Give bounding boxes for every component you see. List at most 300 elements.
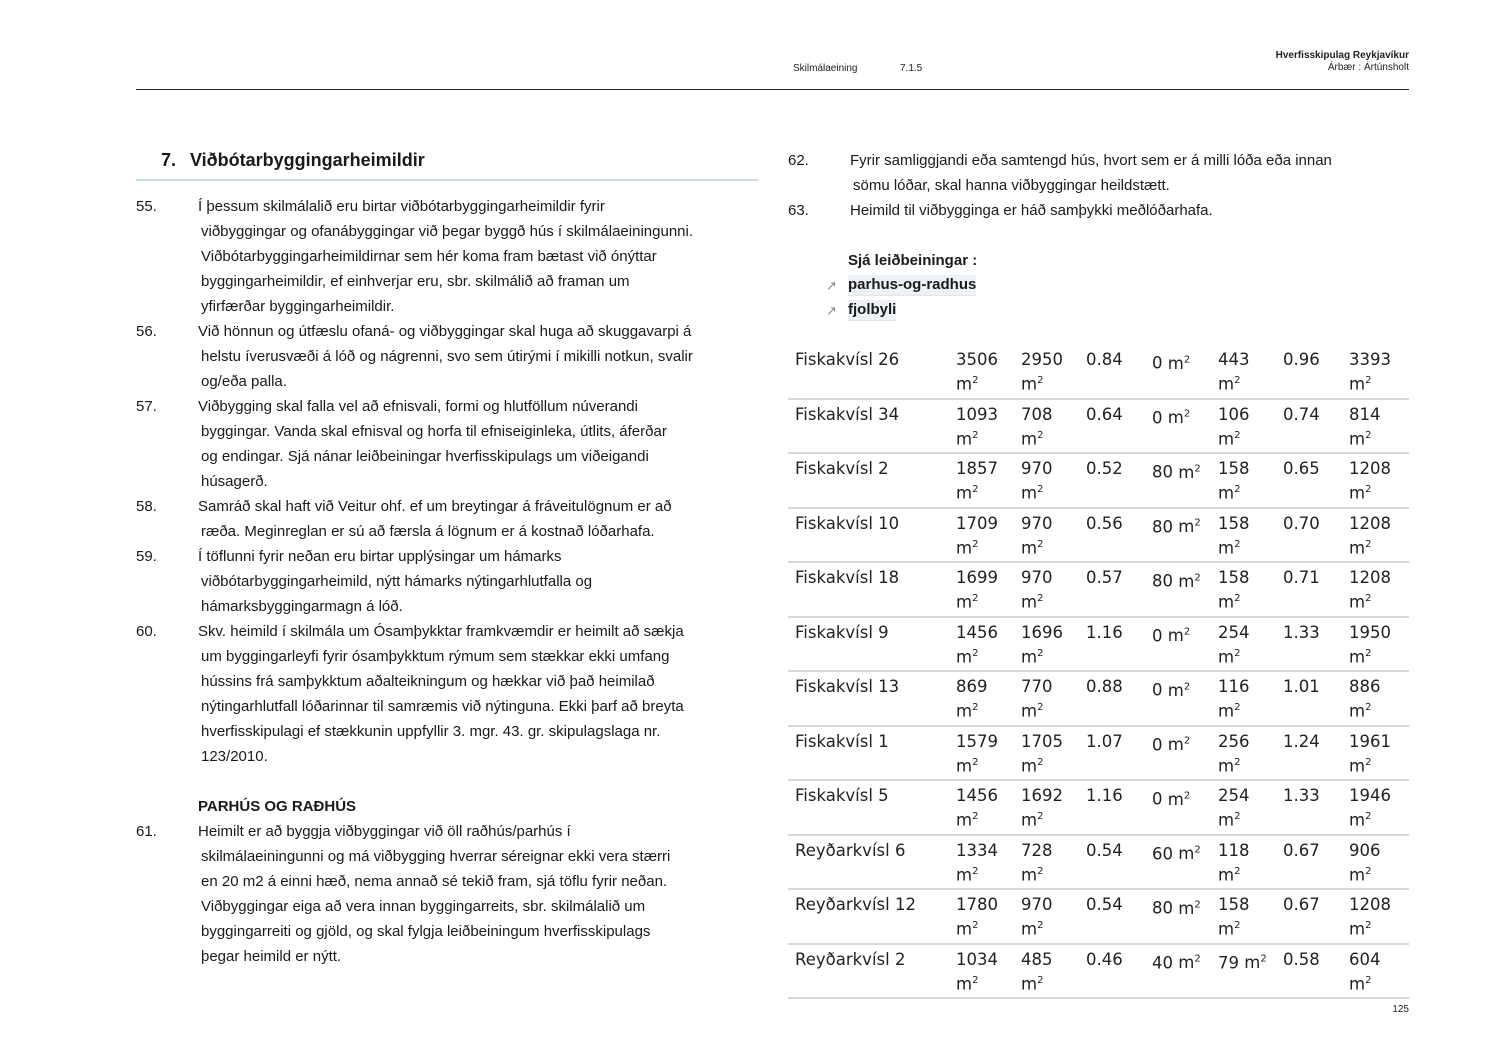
- unit-exponent: 2: [1365, 538, 1372, 550]
- cell-value: 0: [1152, 789, 1163, 809]
- cell-value: 1780: [956, 895, 998, 914]
- table-row: [788, 780, 1409, 835]
- see-also-label: Sjá leiðbeiningar :: [848, 252, 978, 269]
- unit-base: m: [1021, 865, 1038, 884]
- cell-value: 80: [1152, 517, 1173, 536]
- arrow-up-right-icon: ↗: [826, 278, 837, 293]
- paragraph-list: [136, 194, 758, 769]
- unit-base: m: [956, 701, 973, 721]
- numbered-paragraph: [136, 544, 758, 619]
- unit-label: [1349, 752, 1409, 777]
- unit-base: m: [1218, 756, 1235, 775]
- cell-value: 485: [1021, 949, 1053, 969]
- paragraph-text: [198, 819, 758, 969]
- unit-exponent: 2: [1234, 647, 1241, 659]
- cell-c7: [1349, 780, 1409, 835]
- unit-label: [956, 643, 1021, 668]
- unit-label: [1349, 970, 1409, 995]
- unit-exponent: 2: [1037, 429, 1044, 441]
- unit-exponent: 2: [972, 593, 979, 604]
- cell-c2: [1021, 399, 1086, 454]
- paragraph-text: [198, 544, 758, 619]
- cell-value: 1579: [956, 731, 998, 751]
- unit-label: [1178, 899, 1200, 918]
- unit-base: m: [1021, 592, 1038, 612]
- unit-exponent: 2: [1037, 865, 1044, 877]
- unit-base: m: [1021, 756, 1038, 775]
- unit-exponent: 2: [1194, 953, 1201, 965]
- cell-c1: [956, 562, 1021, 617]
- unit-label: [956, 534, 1021, 559]
- cell-value: 814: [1349, 404, 1381, 424]
- cell-c5: [1218, 671, 1283, 726]
- unit-base: m: [1218, 483, 1235, 503]
- table-row: [788, 453, 1409, 508]
- unit-label: [1178, 572, 1200, 591]
- unit-exponent: 2: [1037, 375, 1044, 386]
- cell-value: 79: [1218, 953, 1239, 972]
- cell-value: 0.64: [1086, 404, 1123, 424]
- unit-base: m: [1349, 429, 1366, 448]
- unit-label: [1021, 479, 1086, 504]
- unit-base: m: [1349, 701, 1366, 721]
- cell-value: 40: [1152, 953, 1173, 972]
- cell-c2: [1021, 508, 1086, 563]
- cell-value: 158: [1218, 459, 1250, 478]
- unit-label: [956, 479, 1021, 504]
- numbered-paragraph: [136, 319, 758, 394]
- unit-label: [1021, 970, 1086, 995]
- unit-exponent: 2: [972, 974, 979, 986]
- see-also-link-row: [788, 273, 1409, 298]
- cell-c1: [956, 453, 1021, 508]
- unit-label: [1178, 844, 1200, 863]
- header-doc-info: [1276, 50, 1409, 74]
- unit-label: [1021, 534, 1086, 559]
- cell-value: 158: [1218, 513, 1250, 533]
- cell-c2: [1021, 726, 1086, 781]
- paragraph-number: 60.: [136, 623, 157, 640]
- paragraph-text: [198, 494, 758, 544]
- unit-label: [1349, 915, 1409, 940]
- cell-c2: [1021, 889, 1086, 944]
- unit-base: m: [1349, 538, 1366, 557]
- cell-c1: [956, 345, 1021, 399]
- cell-value: 1208: [1349, 513, 1391, 533]
- table-row: [788, 726, 1409, 781]
- paragraph-line: nýtingarhlutfall lóðarinnar til samræmis við nýtinguna. Ekki þarf að breyta: [201, 698, 684, 715]
- cell-c1: [956, 617, 1021, 672]
- cell-c5: [1218, 453, 1283, 508]
- unit-exponent: 2: [1194, 572, 1201, 583]
- paragraph-text: [850, 148, 1409, 198]
- cell-value: 1.33: [1283, 786, 1320, 805]
- cell-c3: [1086, 726, 1152, 781]
- unit-base: m: [1178, 517, 1195, 536]
- unit-exponent: 2: [1365, 811, 1372, 822]
- unit-base: m: [1021, 429, 1038, 448]
- unit-label: [1349, 370, 1409, 395]
- paragraph-line: hússins frá samþykktum aðalteikningum og hækkar við það heimilað: [201, 673, 655, 690]
- unit-exponent: 2: [1234, 702, 1241, 713]
- unit-exponent: 2: [972, 865, 979, 877]
- cell-value: 1961: [1349, 731, 1391, 751]
- unit-base: m: [1349, 756, 1366, 775]
- cell-value: 0: [1152, 408, 1163, 427]
- unit-label: [956, 806, 1021, 831]
- cell-value: 1208: [1349, 895, 1391, 914]
- header-divider: [136, 89, 1409, 90]
- cell-c6: [1283, 835, 1349, 890]
- unit-exponent: 2: [1037, 811, 1044, 822]
- unit-base: m: [1167, 789, 1184, 809]
- unit-base: m: [956, 429, 973, 448]
- unit-exponent: 2: [972, 647, 979, 659]
- unit-base: m: [1178, 844, 1195, 863]
- unit-base: m: [1218, 865, 1235, 884]
- cell-value: 1857: [956, 459, 998, 478]
- cell-value: 1034: [956, 949, 998, 969]
- unit-base: m: [1218, 374, 1235, 394]
- unit-exponent: 2: [1365, 974, 1372, 986]
- unit-label: [1218, 534, 1283, 559]
- cell-value: 1692: [1021, 786, 1063, 805]
- cell-c4: [1152, 835, 1218, 890]
- cell-value: 869: [956, 677, 988, 696]
- cell-value: 0.88: [1086, 677, 1123, 696]
- numbered-paragraph: [136, 619, 758, 769]
- cell-c6: [1283, 562, 1349, 617]
- cell-value: 886: [1349, 677, 1381, 696]
- unit-exponent: 2: [1037, 974, 1044, 986]
- unit-base: m: [1167, 353, 1184, 373]
- unit-base: m: [1218, 701, 1235, 721]
- cell-c4: [1152, 617, 1218, 672]
- unit-exponent: 2: [1183, 626, 1191, 638]
- unit-base: m: [1218, 919, 1235, 939]
- cell-value: 728: [1021, 840, 1053, 860]
- unit-label: [956, 915, 1021, 940]
- unit-exponent: 2: [972, 375, 979, 386]
- cell-value: 708: [1021, 404, 1053, 424]
- paragraph-line: viðbyggingar og ofanábyggingar við þegar byggð hús í skilmálaeiningunni.: [201, 223, 693, 240]
- unit-exponent: 2: [972, 756, 979, 768]
- unit-exponent: 2: [1234, 811, 1241, 822]
- paragraph-line: Samráð skal haft við Veitur ohf. ef um breytingar á fráveitulögnum er að: [198, 498, 672, 515]
- cell-c4: [1152, 889, 1218, 944]
- paragraph-number: 63.: [788, 202, 809, 219]
- paragraph-line: en 20 m2 á einni hæð, nema annað sé tekið fram, sjá töflu fyrir neðan.: [201, 873, 668, 890]
- unit-base: m: [1218, 810, 1235, 830]
- cell-c5: [1218, 835, 1283, 890]
- cell-value: 0.54: [1086, 895, 1123, 914]
- unit-exponent: 2: [1183, 681, 1191, 692]
- cell-c3: [1086, 508, 1152, 563]
- paragraph-number: 57.: [136, 398, 157, 415]
- unit-base: m: [1349, 592, 1366, 612]
- unit-base: m: [956, 974, 973, 993]
- unit-base: m: [1021, 810, 1038, 830]
- unit-label: [1349, 861, 1409, 886]
- cell-value: 1705: [1021, 731, 1063, 751]
- unit-exponent: 2: [1234, 920, 1241, 931]
- paragraph-list-2: [136, 819, 758, 969]
- unit-base: m: [1021, 374, 1038, 394]
- unit-label: [1218, 643, 1283, 668]
- cell-c6: [1283, 944, 1349, 999]
- unit-base: m: [1021, 647, 1038, 666]
- unit-base: m: [956, 919, 973, 939]
- cell-c4: [1152, 726, 1218, 781]
- cell-value: 0: [1152, 353, 1163, 373]
- cell-value: 1456: [956, 786, 998, 805]
- cell-value: 0.65: [1283, 459, 1320, 478]
- unit-exponent: 2: [1183, 354, 1191, 365]
- unit-label: [956, 970, 1021, 995]
- unit-exponent: 2: [1365, 920, 1372, 931]
- cell-c1: [956, 889, 1021, 944]
- cell-value: 0.71: [1283, 568, 1320, 587]
- cell-c5: [1218, 726, 1283, 781]
- cell-value: 158: [1218, 895, 1250, 914]
- unit-exponent: 2: [1234, 756, 1241, 768]
- cell-value: 80: [1152, 898, 1173, 918]
- unit-label: [956, 861, 1021, 886]
- numbered-paragraph: [788, 198, 1409, 223]
- cell-property-name: Fiskakvísl 34: [788, 399, 956, 454]
- unit-exponent: 2: [1234, 429, 1241, 441]
- paragraph-line: Heimild til viðbygginga er háð samþykki meðlóðarhafa.: [850, 202, 1213, 219]
- cell-value: 1696: [1021, 622, 1063, 642]
- paragraph-line: 123/2010.: [201, 748, 268, 765]
- cell-property-name: Reyðarkvísl 2: [788, 944, 956, 999]
- unit-exponent: 2: [972, 538, 979, 550]
- unit-base: m: [1349, 974, 1366, 993]
- table-row: [788, 617, 1409, 672]
- paragraph-number: 59.: [136, 548, 157, 565]
- unit-exponent: 2: [1183, 790, 1191, 801]
- unit-label: [1349, 806, 1409, 831]
- paragraph-line: byggingar. Vanda skal efnisval og horfa til efniseiginleka, útlits, áferðar: [201, 423, 667, 440]
- unit-exponent: 2: [1260, 953, 1267, 965]
- cell-c7: [1349, 944, 1409, 999]
- cell-property-name: Fiskakvísl 2: [788, 453, 956, 508]
- cell-c1: [956, 835, 1021, 890]
- cell-c6: [1283, 453, 1349, 508]
- cell-value: 3393: [1349, 350, 1391, 369]
- cell-value: 970: [1021, 895, 1053, 914]
- table-row: [788, 671, 1409, 726]
- cell-c5: [1218, 399, 1283, 454]
- cell-c5: [1218, 508, 1283, 563]
- unit-label: [1178, 953, 1200, 972]
- unit-exponent: 2: [1037, 484, 1044, 495]
- unit-base: m: [956, 810, 973, 830]
- cell-value: 1456: [956, 622, 998, 642]
- cell-value: 0.58: [1283, 949, 1320, 969]
- unit-base: m: [956, 538, 973, 557]
- unit-exponent: 2: [1037, 756, 1044, 768]
- unit-base: m: [1178, 953, 1195, 972]
- cell-c3: [1086, 399, 1152, 454]
- cell-c5: [1218, 889, 1283, 944]
- unit-exponent: 2: [1037, 538, 1044, 550]
- unit-exponent: 2: [1037, 702, 1044, 713]
- cell-c4: [1152, 944, 1218, 999]
- link-fjolbyli[interactable]: fjolbyli: [848, 300, 896, 321]
- table-row: [788, 889, 1409, 944]
- cell-c6: [1283, 671, 1349, 726]
- page-number: 125: [1392, 1004, 1409, 1015]
- cell-c4: [1152, 399, 1218, 454]
- unit-base: m: [1244, 953, 1261, 972]
- cell-c4: [1152, 562, 1218, 617]
- unit-base: m: [1349, 865, 1366, 884]
- unit-label: [1021, 643, 1086, 668]
- cell-value: 0.57: [1086, 568, 1123, 587]
- paragraph-line: um byggingarleyfi fyrir ósamþykktum rýmum sem stækkar ekki umfang: [201, 648, 670, 665]
- unit-base: m: [1349, 810, 1366, 830]
- unit-base: m: [1021, 538, 1038, 557]
- paragraph-line: hverfisskipulagi ef stækkunin uppfyllir 3. mgr. 43. gr. skipulagslaga nr.: [201, 723, 661, 740]
- paragraph-number: 61.: [136, 823, 157, 840]
- paragraph-number: 55.: [136, 198, 157, 215]
- unit-label: [956, 697, 1021, 722]
- cell-value: 116: [1218, 677, 1250, 696]
- cell-value: 3506: [956, 350, 998, 369]
- cell-c3: [1086, 617, 1152, 672]
- paragraph-line: Skv. heimild í skilmála um Ósamþykktar framkvæmdir er heimilt að sækja: [198, 623, 684, 640]
- cell-c4: [1152, 780, 1218, 835]
- cell-value: 1334: [956, 840, 998, 860]
- cell-value: 1950: [1349, 622, 1391, 642]
- section-title: [136, 145, 758, 179]
- cell-value: 1699: [956, 568, 998, 587]
- link-parhus-og-radhus[interactable]: parhus-og-radhus: [848, 275, 976, 296]
- section-title-divider: [136, 179, 758, 181]
- cell-value: 1208: [1349, 568, 1391, 587]
- unit-base: m: [956, 374, 973, 394]
- cell-value: 1.16: [1086, 622, 1123, 642]
- cell-c2: [1021, 835, 1086, 890]
- cell-value: 80: [1152, 571, 1173, 591]
- cell-value: 118: [1218, 840, 1250, 860]
- cell-c3: [1086, 671, 1152, 726]
- cell-c5: [1218, 562, 1283, 617]
- cell-c7: [1349, 562, 1409, 617]
- subheading: PARHÚS OG RAÐHÚS: [198, 798, 357, 815]
- unit-label: [1218, 425, 1283, 450]
- cell-c3: [1086, 453, 1152, 508]
- unit-label: [1244, 953, 1266, 972]
- unit-exponent: 2: [1365, 647, 1372, 659]
- cell-value: 0.52: [1086, 459, 1123, 478]
- paragraph-line: yfirfærðar byggingarheimildir.: [201, 298, 395, 315]
- unit-base: m: [1167, 680, 1184, 700]
- unit-label: [1218, 479, 1283, 504]
- paragraph-line: Viðbyggingar eiga að vera innan byggingarreits, sbr. skilmálalið um: [201, 898, 646, 915]
- unit-exponent: 2: [1194, 463, 1201, 474]
- unit-label: [1349, 534, 1409, 559]
- cell-value: 770: [1021, 677, 1053, 696]
- cell-c6: [1283, 345, 1349, 399]
- paragraph-number: 58.: [136, 498, 157, 515]
- cell-value: 1093: [956, 404, 998, 424]
- cell-c3: [1086, 562, 1152, 617]
- unit-label: [1168, 790, 1190, 809]
- unit-base: m: [956, 483, 973, 503]
- unit-label: [1349, 697, 1409, 722]
- cell-property-name: Fiskakvísl 13: [788, 671, 956, 726]
- cell-c1: [956, 671, 1021, 726]
- cell-value: 0.74: [1283, 404, 1320, 424]
- paragraph-number: 62.: [788, 152, 809, 169]
- paragraph-line: Við hönnun og útfæslu ofaná- og viðbyggingar skal huga að skuggavarpi á: [198, 323, 692, 340]
- unit-exponent: 2: [1234, 375, 1241, 386]
- cell-c7: [1349, 889, 1409, 944]
- cell-property-name: Reyðarkvísl 6: [788, 835, 956, 890]
- paragraph-line: ræða. Meginreglan er sú að færsla á lögnum er á kostnað lóðarhafa.: [201, 523, 655, 540]
- see-also-link-row: [788, 298, 1409, 323]
- table-row: [788, 835, 1409, 890]
- paragraph-line: byggingarreiti og gjöld, og skal fylgja leiðbeiningum hverfisskipulags: [201, 923, 651, 940]
- paragraph-text: [198, 394, 758, 494]
- cell-c6: [1283, 889, 1349, 944]
- cell-property-name: Reyðarkvísl 12: [788, 889, 956, 944]
- unit-label: [1178, 517, 1200, 536]
- unit-exponent: 2: [1365, 702, 1372, 713]
- unit-exponent: 2: [1365, 756, 1372, 768]
- unit-label: [1218, 806, 1283, 831]
- paragraph-text: [850, 198, 1409, 223]
- cell-c7: [1349, 453, 1409, 508]
- cell-property-name: Fiskakvísl 26: [788, 345, 956, 399]
- cell-c5: [1218, 345, 1283, 399]
- unit-exponent: 2: [1183, 408, 1191, 420]
- unit-base: m: [956, 592, 973, 612]
- paragraph-line: Heimilt er að byggja viðbyggingar við öll raðhús/parhús í: [198, 823, 571, 840]
- cell-c1: [956, 726, 1021, 781]
- unit-exponent: 2: [1234, 538, 1241, 550]
- cell-value: 1.16: [1086, 786, 1123, 805]
- unit-base: m: [1178, 898, 1195, 918]
- unit-label: [1168, 408, 1190, 427]
- table-row: [788, 345, 1409, 399]
- cell-value: 970: [1021, 568, 1053, 587]
- unit-base: m: [1218, 592, 1235, 612]
- table-row: [788, 399, 1409, 454]
- unit-label: [1178, 463, 1200, 482]
- cell-c3: [1086, 835, 1152, 890]
- paragraph-line: þegar heimild er nýtt.: [201, 948, 342, 965]
- cell-value: 1.07: [1086, 731, 1123, 751]
- header-section-label: Skilmálaeining: [793, 63, 858, 74]
- cell-c4: [1152, 453, 1218, 508]
- cell-c6: [1283, 780, 1349, 835]
- unit-exponent: 2: [1365, 593, 1372, 604]
- cell-value: 1.24: [1283, 731, 1320, 751]
- unit-label: [1218, 861, 1283, 886]
- paragraph-number: 56.: [136, 323, 157, 340]
- unit-exponent: 2: [1365, 865, 1372, 877]
- cell-value: 1709: [956, 513, 998, 533]
- cell-c1: [956, 399, 1021, 454]
- unit-exponent: 2: [1234, 593, 1241, 604]
- table-row: [788, 508, 1409, 563]
- cell-value: 0.56: [1086, 513, 1123, 533]
- unit-exponent: 2: [1194, 517, 1201, 529]
- unit-base: m: [1349, 647, 1366, 666]
